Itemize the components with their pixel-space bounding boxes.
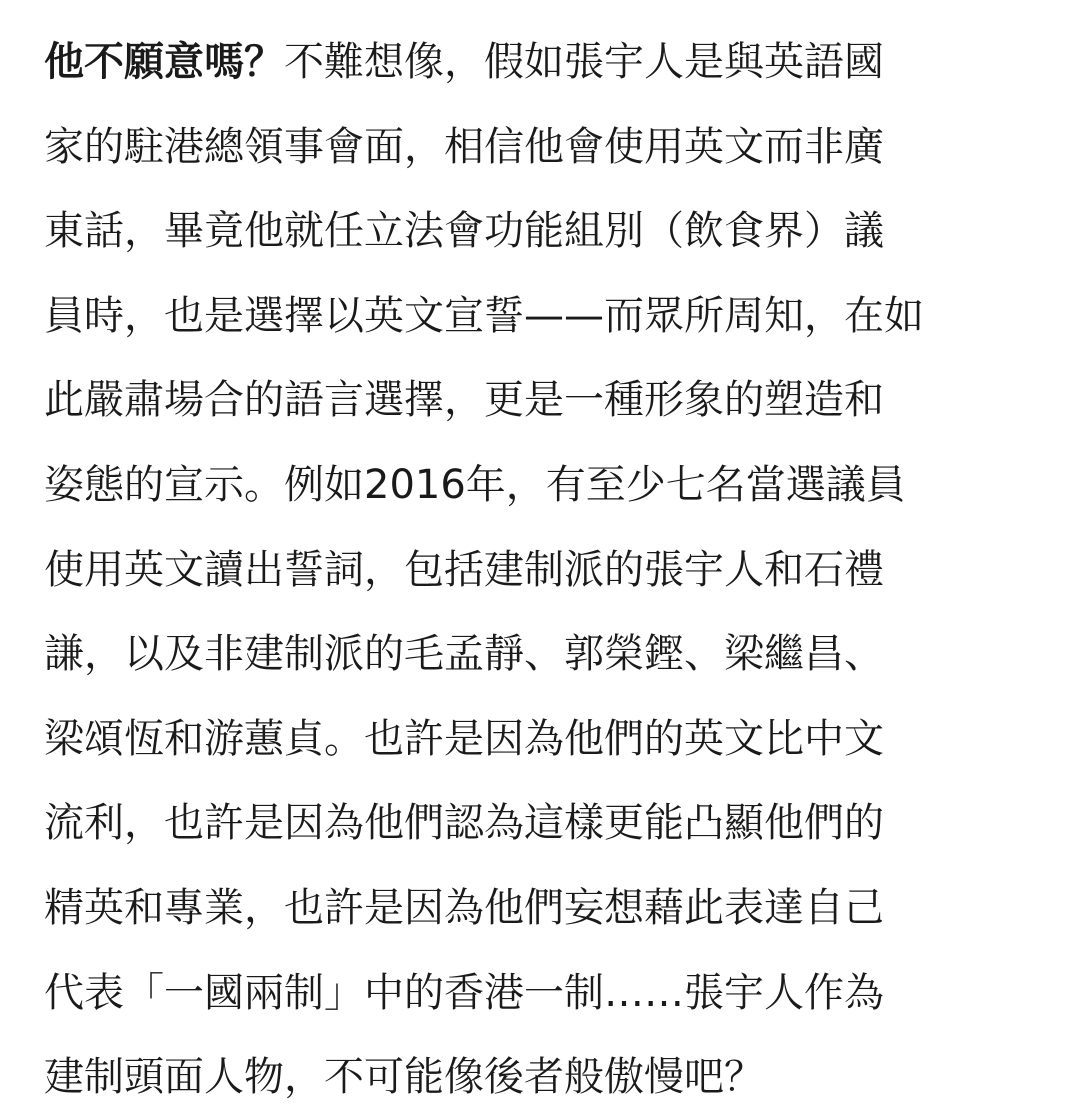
text-line-4: 員時，也是選擇以英文宣誓——而眾所周知，在如 [44,292,924,339]
text-line-2: 家的駐港總領事會面，相信他會使用英文而非廣 [44,123,884,170]
text-line-5: 此嚴肅場合的語言選擇，更是一種形象的塑造和 [44,377,884,424]
article-body [44,20,1064,1120]
text-line-12: 代表「一國兩制」中的香港一制……張宇人作為 [44,969,884,1016]
text-line-8: 謙，以及非建制派的毛孟靜、郭榮鏗、梁繼昌、 [44,631,884,678]
text-line-1 [44,20,1064,105]
lead-question: 他不願意嗎？ [44,39,284,85]
text-line-7: 使用英文讀出誓詞，包括建制派的張宇人和石禮 [44,546,884,593]
text-line-6: 姿態的宣示。例如2016年，有至少七名當選議員 [44,461,906,508]
text-line-3: 東話，畢竟他就任立法會功能組別（飲食界）議 [44,208,884,255]
text-line-9: 梁頌恆和游蕙貞。也許是因為他們的英文比中文 [44,715,884,762]
text-line-13: 建制頭面人物，不可能像後者般傲慢吧？ [44,1054,764,1101]
text-line-11: 精英和專業，也許是因為他們妄想藉此表達自己 [44,884,884,931]
text-line-10: 流利，也許是因為他們認為這樣更能凸顯他們的 [44,800,884,847]
text-line-1-rest: 不難想像，假如張宇人是與英語國 [284,39,884,85]
